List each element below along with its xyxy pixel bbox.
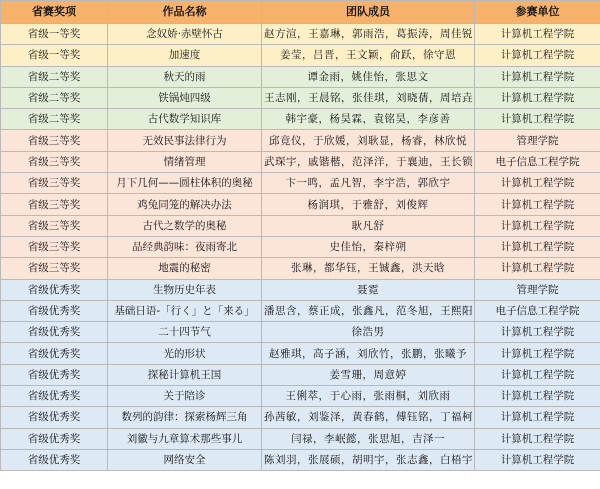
header-title: 作品名称 bbox=[108, 1, 262, 24]
title-cell: 刘徽与九章算术那些事儿 bbox=[108, 428, 262, 449]
members-cell: 姜雪珊，周意婷 bbox=[262, 364, 475, 385]
members-cell: 陈刘羽，张展硕，胡明宇，张志鑫，白梧宇 bbox=[262, 449, 475, 470]
members-cell: 赵雅琪，高子涵，刘欣竹，张鹏，张曦予 bbox=[262, 343, 475, 364]
award-cell: 省级优秀奖 bbox=[1, 449, 108, 470]
award-cell: 省级三等奖 bbox=[1, 194, 108, 215]
table-row bbox=[1, 364, 600, 385]
members-cell: 史佳怡，秦梓朔 bbox=[262, 236, 475, 257]
title-cell: 念奴娇·赤壁怀古 bbox=[108, 24, 262, 45]
award-cell: 省级一等奖 bbox=[1, 24, 108, 45]
unit-cell: 计算机工程学院 bbox=[475, 236, 600, 257]
table-row bbox=[1, 279, 600, 300]
title-cell: 品经典韵味：夜雨寄北 bbox=[108, 236, 262, 257]
title-cell: 铁锅炖四级 bbox=[108, 87, 262, 108]
table-row bbox=[1, 194, 600, 215]
table-row bbox=[1, 322, 600, 343]
table-body bbox=[1, 24, 600, 471]
title-cell: 无效民事法律行为 bbox=[108, 130, 262, 151]
award-cell: 省级优秀奖 bbox=[1, 279, 108, 300]
award-cell: 省级一等奖 bbox=[1, 45, 108, 66]
title-cell: 月下几何——圆柱体积的奥秘 bbox=[108, 173, 262, 194]
table-row bbox=[1, 87, 600, 108]
table-row bbox=[1, 343, 600, 364]
title-cell: 关于陪诊 bbox=[108, 386, 262, 407]
unit-cell: 计算机工程学院 bbox=[475, 258, 600, 279]
award-cell: 省级三等奖 bbox=[1, 151, 108, 172]
unit-cell: 电子信息工程学院 bbox=[475, 151, 600, 172]
members-cell: 谭金雨，姚佳怡，张思文 bbox=[262, 66, 475, 87]
unit-cell: 计算机工程学院 bbox=[475, 364, 600, 385]
unit-cell: 计算机工程学院 bbox=[475, 66, 600, 87]
award-cell: 省级优秀奖 bbox=[1, 343, 108, 364]
unit-cell: 计算机工程学院 bbox=[475, 449, 600, 470]
table-row bbox=[1, 386, 600, 407]
award-cell: 省级三等奖 bbox=[1, 215, 108, 236]
members-cell: 邱竟仪，于欣媛，刘耿显，杨睿，林欣悦 bbox=[262, 130, 475, 151]
award-cell: 省级二等奖 bbox=[1, 87, 108, 108]
members-cell: 赵方渲，王嘉琳，郭雨浩，葛振涛，周佳锐 bbox=[262, 24, 475, 45]
members-cell: 徐浩男 bbox=[262, 322, 475, 343]
award-cell: 省级二等奖 bbox=[1, 109, 108, 130]
members-cell: 杨润琪，于雅舒，刘俊辉 bbox=[262, 194, 475, 215]
table-row bbox=[1, 130, 600, 151]
title-cell: 鸡兔同笼的解决办法 bbox=[108, 194, 262, 215]
unit-cell: 电子信息工程学院 bbox=[475, 300, 600, 321]
members-cell: 聂霓 bbox=[262, 279, 475, 300]
award-cell: 省级三等奖 bbox=[1, 173, 108, 194]
award-cell: 省级优秀奖 bbox=[1, 386, 108, 407]
unit-cell: 计算机工程学院 bbox=[475, 173, 600, 194]
unit-cell: 计算机工程学院 bbox=[475, 109, 600, 130]
table-row bbox=[1, 428, 600, 449]
members-cell: 闫禄，李岷懿，张思旭，吉泽一 bbox=[262, 428, 475, 449]
members-cell: 耿凡舒 bbox=[262, 215, 475, 236]
unit-cell: 计算机工程学院 bbox=[475, 322, 600, 343]
header-award: 省赛奖项 bbox=[1, 1, 108, 24]
unit-cell: 计算机工程学院 bbox=[475, 194, 600, 215]
unit-cell: 计算机工程学院 bbox=[475, 87, 600, 108]
members-cell: 王志刚，王晨铭，张佳琪，刘晓蒨，周培垚 bbox=[262, 87, 475, 108]
unit-cell: 管理学院 bbox=[475, 130, 600, 151]
header-members: 团队成员 bbox=[262, 1, 475, 24]
table-row bbox=[1, 151, 600, 172]
title-cell: 光的形状 bbox=[108, 343, 262, 364]
title-cell: 加速度 bbox=[108, 45, 262, 66]
title-cell: 网络安全 bbox=[108, 449, 262, 470]
title-cell: 基础日语-「行く」と「来る」 bbox=[108, 300, 262, 321]
award-cell: 省级优秀奖 bbox=[1, 322, 108, 343]
title-cell: 古代数学知识库 bbox=[108, 109, 262, 130]
award-cell: 省级三等奖 bbox=[1, 236, 108, 257]
table-row bbox=[1, 449, 600, 470]
title-cell: 古代之数学的奥秘 bbox=[108, 215, 262, 236]
title-cell: 二十四节气 bbox=[108, 322, 262, 343]
members-cell: 姜莹，吕晋，王文颖，俞跃，徐守恩 bbox=[262, 45, 475, 66]
table-header bbox=[1, 1, 600, 24]
table-row bbox=[1, 215, 600, 236]
unit-cell: 计算机工程学院 bbox=[475, 407, 600, 428]
unit-cell: 计算机工程学院 bbox=[475, 386, 600, 407]
members-cell: 张琳，都华钰，王铖鑫，洪天晗 bbox=[262, 258, 475, 279]
table-row bbox=[1, 45, 600, 66]
unit-cell: 计算机工程学院 bbox=[475, 24, 600, 45]
award-cell: 省级优秀奖 bbox=[1, 407, 108, 428]
members-cell: 孙茜敏，刘鉴泽，黄春鹤，傅钰铭，丁福柯 bbox=[262, 407, 475, 428]
award-cell: 省级优秀奖 bbox=[1, 364, 108, 385]
table-row bbox=[1, 109, 600, 130]
unit-cell: 计算机工程学院 bbox=[475, 343, 600, 364]
title-cell: 地震的秘密 bbox=[108, 258, 262, 279]
table-row bbox=[1, 66, 600, 87]
table-row bbox=[1, 258, 600, 279]
table-row bbox=[1, 300, 600, 321]
table-row bbox=[1, 236, 600, 257]
title-cell: 探秘计算机王国 bbox=[108, 364, 262, 385]
header-row bbox=[1, 1, 600, 24]
table-row bbox=[1, 173, 600, 194]
members-cell: 韩宇豪，杨昊霖，袁铭昊，李彦善 bbox=[262, 109, 475, 130]
header-unit: 参赛单位 bbox=[475, 1, 600, 24]
award-cell: 省级三等奖 bbox=[1, 258, 108, 279]
table-row bbox=[1, 24, 600, 45]
members-cell: 武琛宇，戚锴楷，范泽洋，于襄迪，王长锁 bbox=[262, 151, 475, 172]
award-cell: 省级二等奖 bbox=[1, 66, 108, 87]
members-cell: 潘思含，蔡正成，张鑫凡，范冬旭，王熙阳 bbox=[262, 300, 475, 321]
unit-cell: 管理学院 bbox=[475, 279, 600, 300]
award-cell: 省级优秀奖 bbox=[1, 300, 108, 321]
award-cell: 省级优秀奖 bbox=[1, 428, 108, 449]
members-cell: 卞一鸣，孟凡智，李宇浩，郭欣宇 bbox=[262, 173, 475, 194]
title-cell: 秋天的雨 bbox=[108, 66, 262, 87]
members-cell: 王俐萃，于心雨，张雨桐，刘欣雨 bbox=[262, 386, 475, 407]
unit-cell: 计算机工程学院 bbox=[475, 45, 600, 66]
title-cell: 情绪管理 bbox=[108, 151, 262, 172]
unit-cell: 计算机工程学院 bbox=[475, 215, 600, 236]
table-row bbox=[1, 407, 600, 428]
award-cell: 省级三等奖 bbox=[1, 130, 108, 151]
unit-cell: 计算机工程学院 bbox=[475, 428, 600, 449]
title-cell: 数列的韵律：探索杨辉三角 bbox=[108, 407, 262, 428]
title-cell: 生物历史年表 bbox=[108, 279, 262, 300]
